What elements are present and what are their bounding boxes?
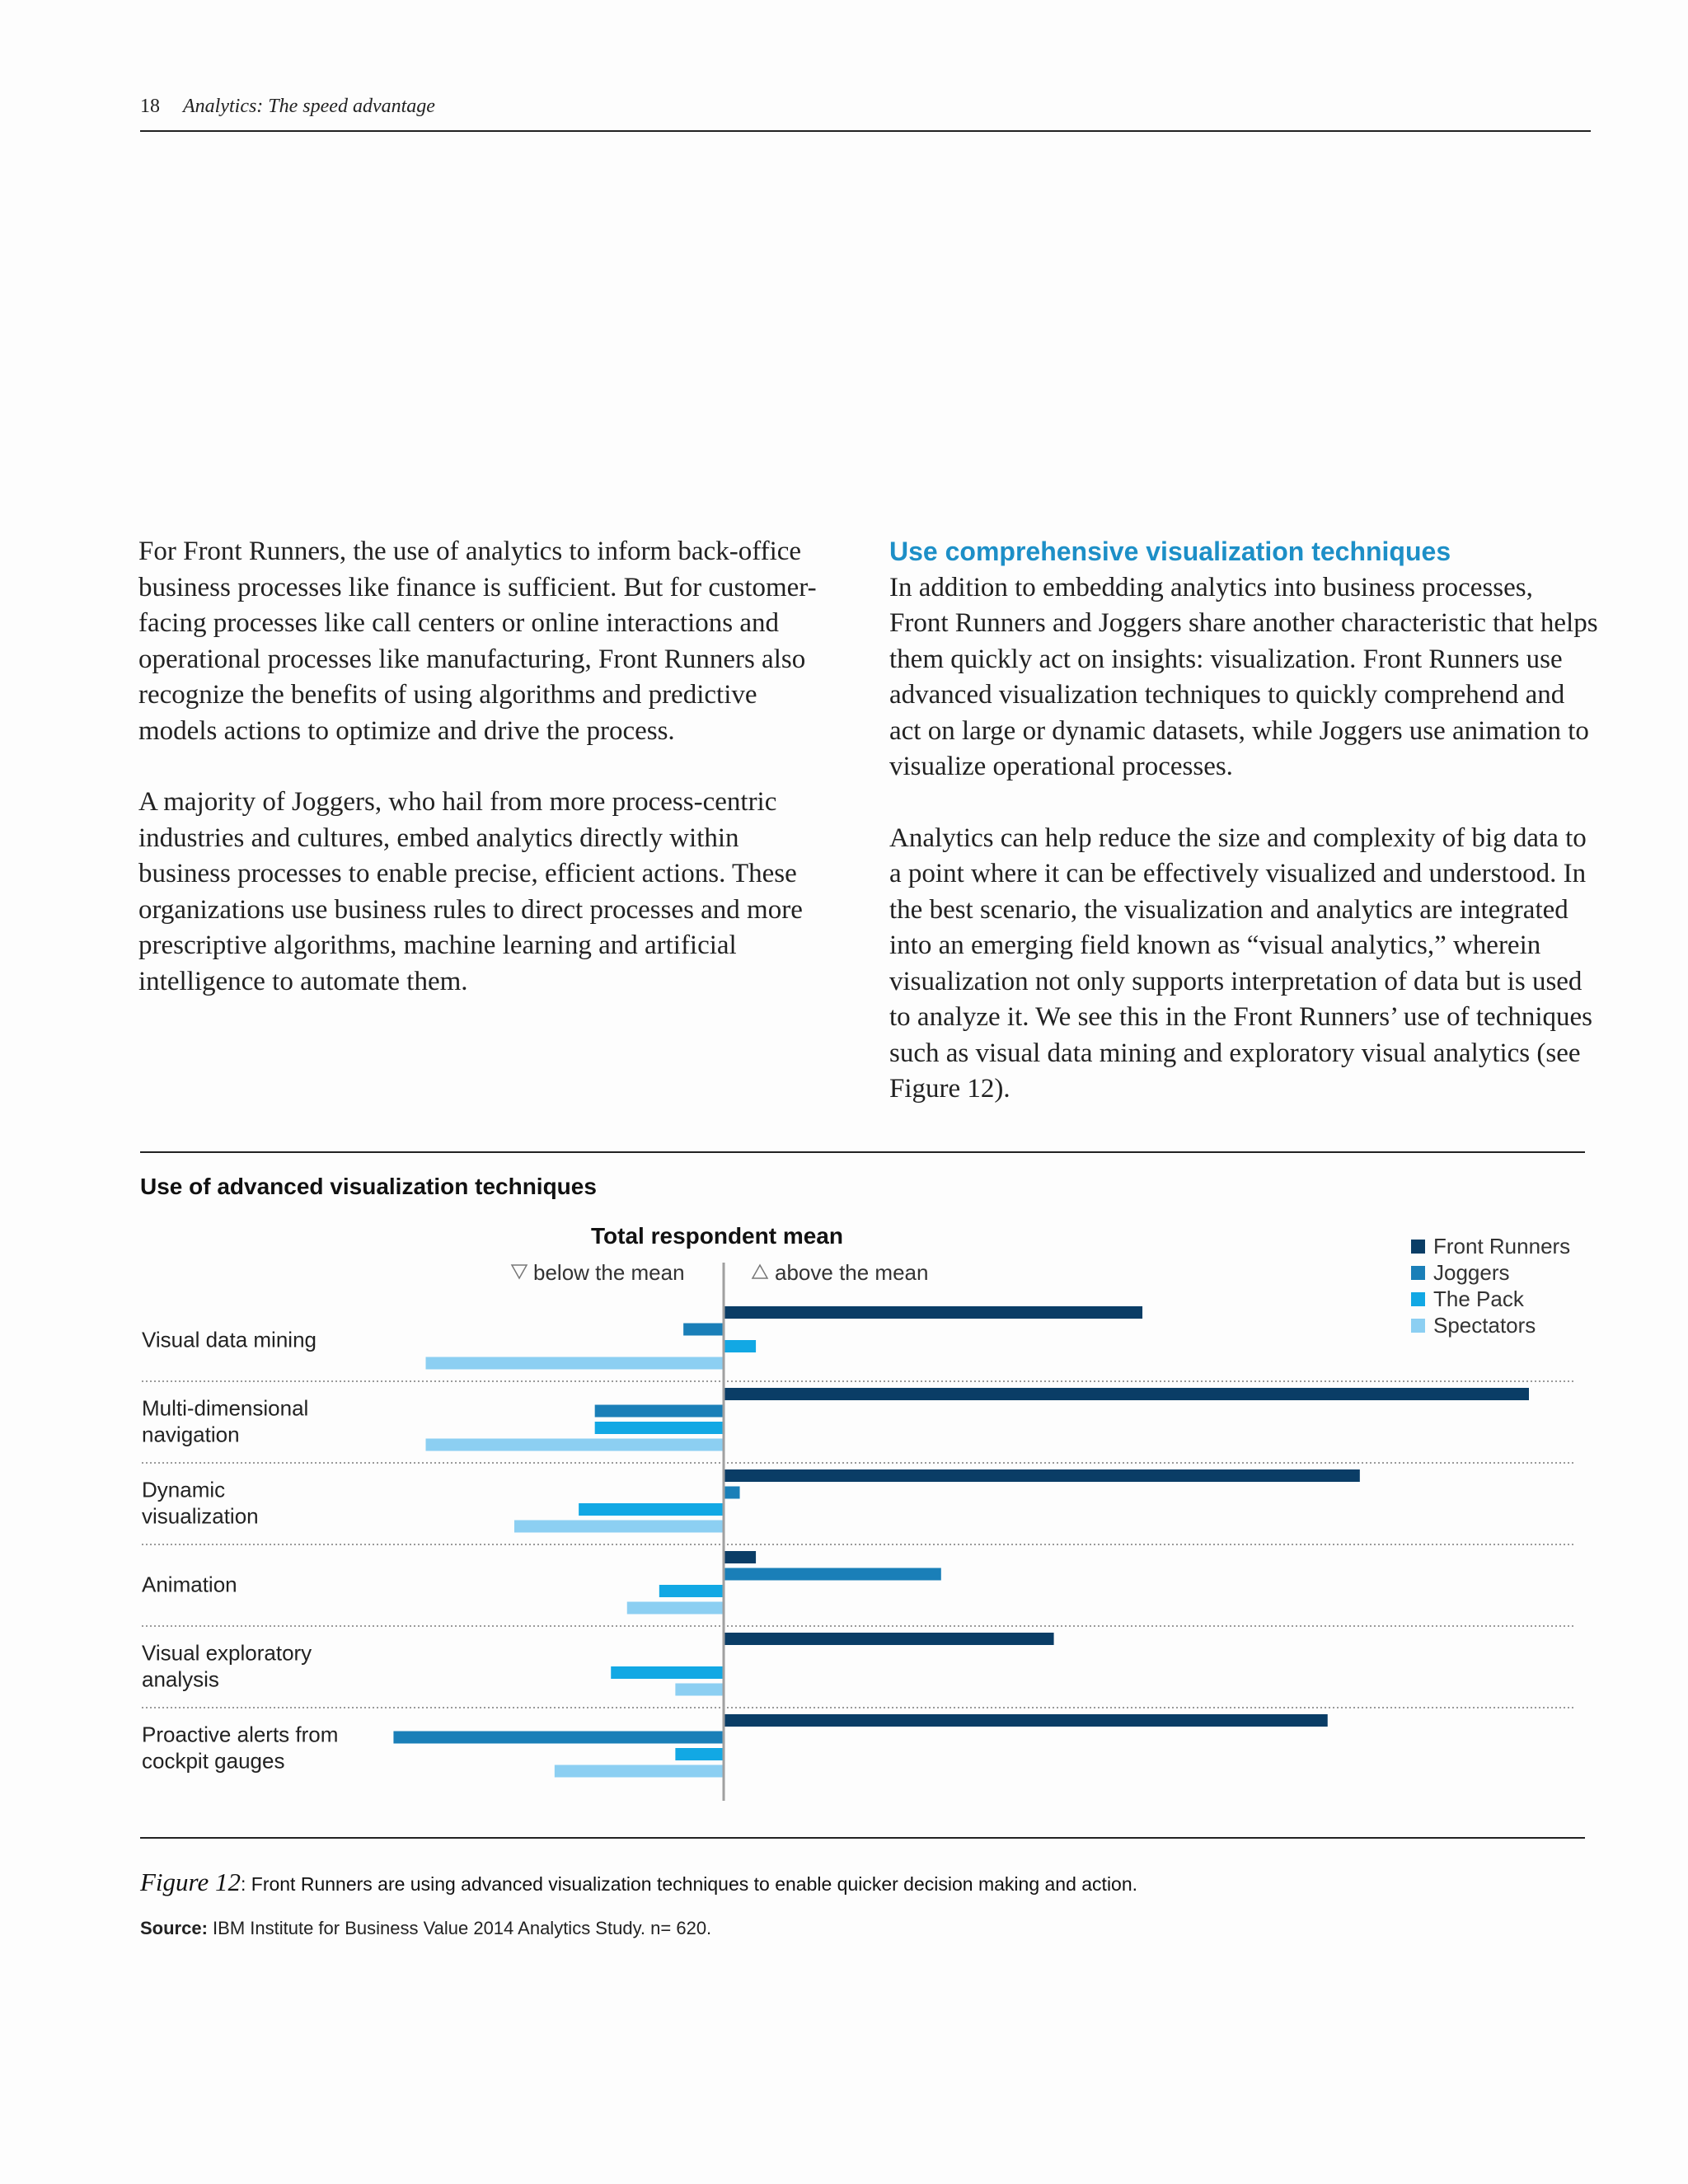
legend-item-the-pack: [1411, 1286, 1570, 1312]
running-title: Analytics: The speed advantage: [183, 96, 435, 117]
axis-title: Total respondent mean: [591, 1223, 843, 1249]
legend-swatch: [1411, 1319, 1425, 1333]
paragraph: A majority of Joggers, who hail from more process-centric industries and cultures, embed analytics directly within business processes to enable precise, efficient actions. These organizations use business rules to direct processes and more prescriptive algorithms, machine learning and artificial intelligence to automate them.: [138, 787, 803, 996]
bar-spectators: [675, 1684, 724, 1696]
legend-label: Spectators: [1433, 1312, 1536, 1338]
source-lead: Source:: [140, 1918, 208, 1938]
category-label: [142, 1640, 312, 1691]
bar-the-pack: [611, 1666, 724, 1679]
figure-source: [140, 1918, 711, 1939]
bar-spectators: [627, 1602, 724, 1615]
legend-label: Joggers: [1433, 1259, 1510, 1285]
category-label-line: Animation: [142, 1572, 237, 1597]
up-triangle-icon: [753, 1265, 767, 1278]
category-label-line: Visual data mining: [142, 1327, 316, 1352]
category-label: [142, 1327, 316, 1352]
above-mean-label: above the mean: [775, 1260, 929, 1285]
figure-caption: [140, 1868, 1137, 1897]
category-label: [142, 1395, 308, 1446]
bar-the-pack: [579, 1503, 724, 1516]
bar-spectators: [514, 1521, 724, 1533]
category-label-line: Proactive alerts from: [142, 1722, 339, 1747]
page-number: 18: [140, 96, 160, 117]
source-text: IBM Institute for Business Value 2014 Analytics Study. n= 620.: [207, 1918, 712, 1938]
bar-spectators: [426, 1357, 724, 1370]
paragraph: Analytics can help reduce the size and complexity of big data to a point where it can be effectively visualized and understood. In the best scenario, the visualization and analytics are integrated into an emerging field known as “visual analytics,” wherein visualization not only supports interpretation of data but is used to analyze it. We see this in the Front Runners’ use of techniques such as visual data mining and exploratory visual analytics (see Figure 12).: [889, 823, 1593, 1104]
legend-label: Front Runners: [1433, 1233, 1571, 1258]
legend-swatch: [1411, 1292, 1425, 1306]
bar-joggers: [683, 1324, 724, 1336]
chart-bottom-rule: [140, 1837, 1585, 1839]
bar-front-runners: [724, 1633, 1054, 1645]
category-label-line: Visual exploratory: [142, 1640, 312, 1666]
below-mean-label: below the mean: [533, 1260, 685, 1285]
category-label: [142, 1572, 237, 1596]
category-label-line: visualization: [142, 1503, 259, 1529]
chart-legend: [1411, 1233, 1570, 1338]
legend-swatch: [1411, 1240, 1425, 1254]
bar-joggers: [393, 1732, 724, 1744]
bar-front-runners: [724, 1714, 1328, 1727]
bar-spectators: [555, 1765, 724, 1778]
legend-item-spectators: [1411, 1312, 1570, 1338]
category-label-line: Multi-dimensional: [142, 1395, 309, 1421]
legend-swatch: [1411, 1266, 1425, 1280]
category-label-line: Dynamic: [142, 1477, 226, 1502]
bar-spectators: [426, 1439, 724, 1451]
bar-front-runners: [724, 1388, 1529, 1400]
category-label-line: analysis: [142, 1666, 219, 1692]
bar-front-runners: [724, 1469, 1360, 1482]
section-heading: Use comprehensive visualization techniques: [889, 537, 1451, 566]
bar-front-runners: [724, 1306, 1142, 1319]
bar-the-pack: [675, 1748, 724, 1760]
bar-joggers: [724, 1487, 740, 1499]
legend-item-joggers: [1411, 1259, 1570, 1286]
chart-title: Use of advanced visualization techniques: [140, 1174, 597, 1199]
bar-joggers: [724, 1568, 941, 1581]
caption-text: : Front Runners are using advanced visualization techniques to enable quicker decision making and action.: [240, 1873, 1138, 1895]
category-label: [142, 1722, 338, 1773]
bar-the-pack: [659, 1585, 724, 1597]
bar-joggers: [595, 1405, 724, 1418]
legend-item-front-runners: [1411, 1233, 1570, 1259]
bar-the-pack: [724, 1340, 756, 1352]
legend-label: The Pack: [1433, 1286, 1524, 1311]
paragraph: For Front Runners, the use of analytics to inform back-office business processes like finance is sufficient. But for customer-facing processes like call centers or online interactions and operational processes like manufacturing, Front Runners also recognize the benefits of using algorithms and predictive models actions to optimize and drive the process.: [138, 537, 817, 746]
caption-lead: Figure 12: [140, 1868, 241, 1896]
bar-the-pack: [595, 1422, 724, 1434]
down-triangle-icon: [512, 1265, 527, 1278]
category-label: [142, 1477, 259, 1528]
bar-front-runners: [724, 1551, 756, 1563]
paragraph: In addition to embedding analytics into business processes, Front Runners and Joggers share another characteristic that helps them quickly act on insights: visualization. Front Runners use advanced visualization techniques to quickly comprehend and act on large or dynamic datasets, while Joggers use animation to visualize operational processes.: [889, 572, 1598, 781]
category-label-line: cockpit gauges: [142, 1748, 285, 1774]
category-label-line: navigation: [142, 1422, 240, 1447]
